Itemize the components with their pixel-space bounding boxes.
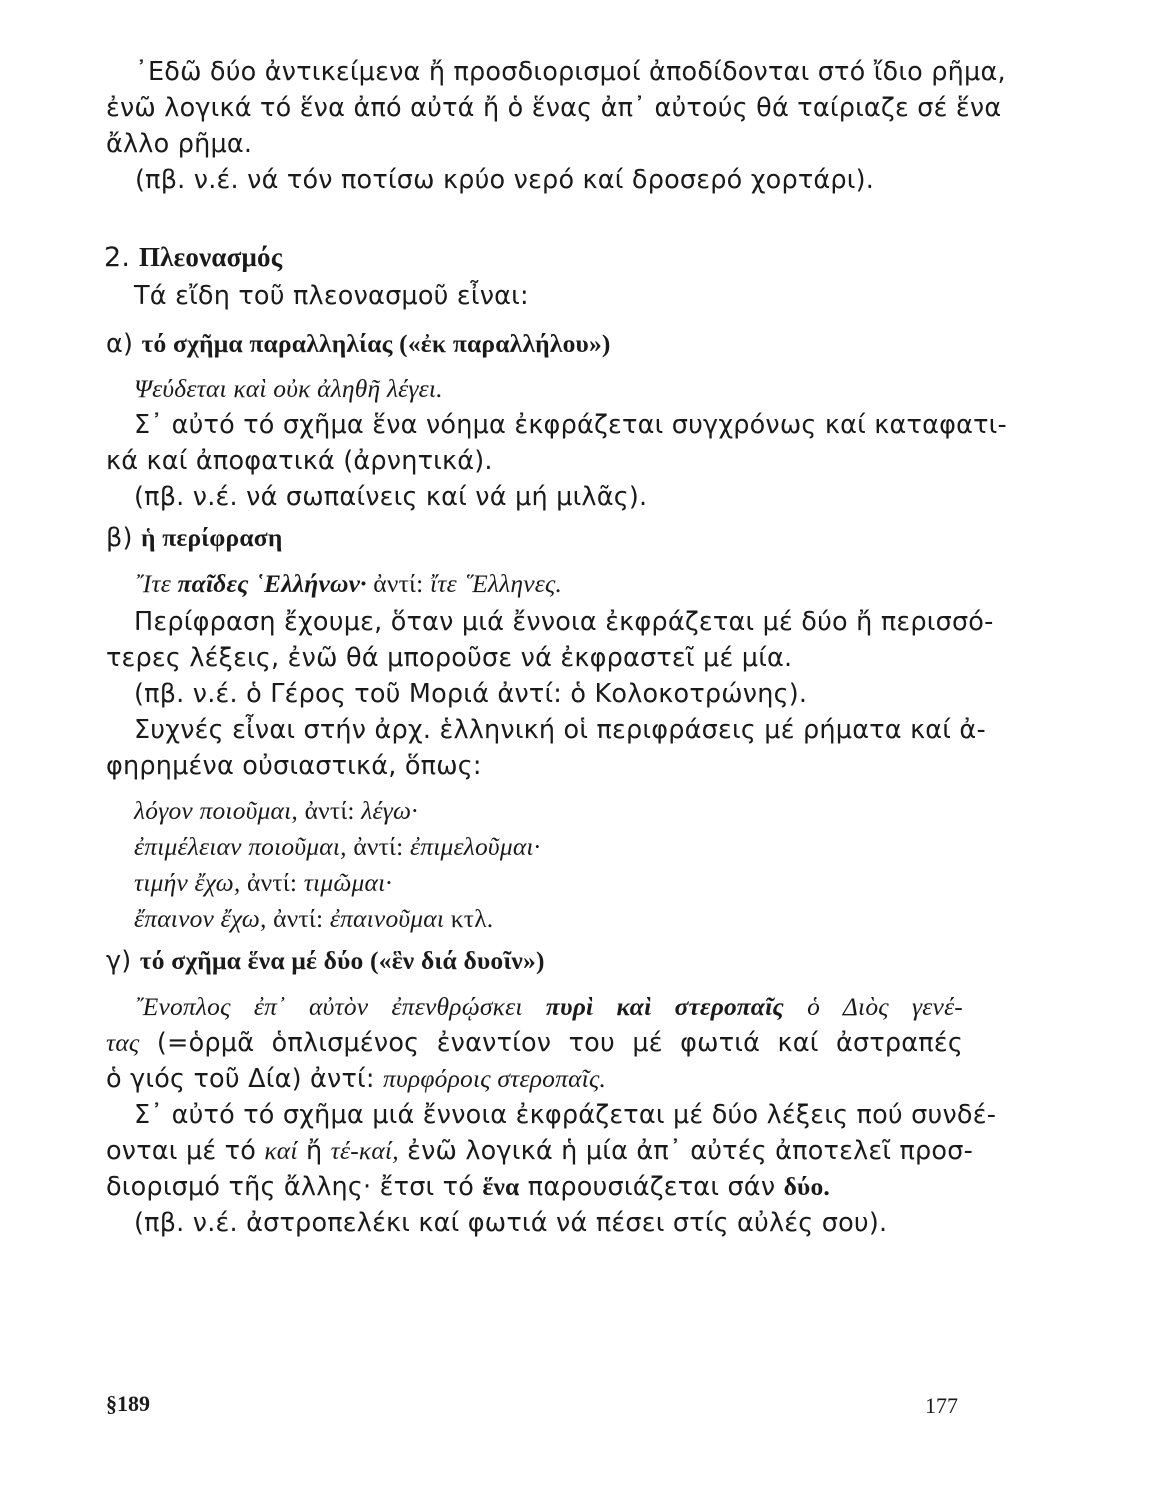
subsection-heading-b (106, 521, 283, 555)
paragraph-text: ονται μέ τό (106, 1136, 257, 1166)
example-emphasis: παῖδες ῾Ελλήνων· (177, 569, 367, 598)
example-text: ἀντί: (373, 569, 424, 598)
example-line (134, 990, 963, 1024)
section-title: Πλεονασμός (138, 242, 283, 272)
list-verb: ἐπιμελοῦμαι· (409, 832, 541, 861)
example-text: τας (106, 1028, 140, 1057)
paragraph-line: ἐνῶ λογικά τό ἕνα ἀπό αὐτά ἤ ὁ ἕνας ἀπ᾿ αὐτούς θά ταίριαζε σέ ἕνα (106, 93, 1002, 123)
list-verb: λέγω· (361, 796, 418, 825)
list-item (134, 830, 540, 864)
list-anti: ἀντί: (273, 904, 324, 933)
paragraph-line (106, 1170, 830, 1204)
subsection-heading-a (106, 327, 611, 361)
paragraph-line: (πβ. ν.έ. ἀστροπελέκι καί φωτιά νά πέσει στίς αὐλές σου). (134, 1208, 888, 1238)
subsection-title: ἡ περίφραση (140, 523, 283, 552)
example-translation: ὁ γιός τοῦ Δία) ἀντί: (106, 1064, 375, 1094)
section-number: 2. (104, 242, 131, 273)
subsection-marker: α) (106, 329, 134, 359)
page-number: 177 (925, 1393, 958, 1418)
paragraph-emphasis: ἕνα (482, 1172, 520, 1201)
paragraph-emphasis: δύο. (783, 1172, 830, 1201)
paragraph-line: τερες λέξεις, ἐνῶ θά μποροῦσε νά ἐκφραστεῖ μέ μία. (106, 643, 793, 673)
example-line (134, 567, 562, 601)
example-line: Ψεύδεται καὶ οὐκ ἀληθῆ λέγει. (134, 374, 443, 403)
example-text: ῎Ενοπλος ἐπ᾿ αὐτὸν ἐπενθρῴσκει (134, 992, 523, 1021)
paragraph-line: (πβ. ν.έ. νά τόν ποτίσω κρύο νερό καί δροσερό χορτάρι). (135, 165, 875, 195)
paragraph-line: κά καί ἀποφατικά (ἀρνητικά). (106, 446, 493, 476)
list-phrase: τιμήν ἔχω, (134, 868, 241, 897)
paragraph-line: ᾿Εδῶ δύο ἀντικείμενα ἤ προσδιορισμοί ἀποδίδονται στό ἴδιο ρῆμα, (135, 57, 1006, 87)
example-text: πυρφόροις στεροπαῖς. (383, 1064, 607, 1093)
subsection-title: τό σχῆμα παραλληλίας («ἐκ παραλλήλου») (141, 329, 611, 358)
paragraph-text: ἐνῶ λογικά ἡ μία ἀπ᾿ αὐτές ἀποτελεῖ προσ- (407, 1136, 973, 1166)
paragraph-line: Σ᾿ αὐτό τό σχῆμα ἕνα νόημα ἐκφράζεται συγχρόνως καί καταφατι- (134, 410, 1007, 440)
list-item (134, 866, 392, 900)
example-line (106, 1062, 606, 1096)
paragraph-line: Περίφραση ἔχουμε, ὅταν μιά ἔννοια ἐκφράζεται μέ δύο ἤ περισσό- (134, 607, 994, 637)
paragraph-text: ἤ (305, 1136, 323, 1166)
section-reference: §189 (106, 1391, 150, 1416)
subsection-marker: β) (106, 523, 133, 553)
paragraph-line: ἄλλο ρῆμα. (106, 129, 253, 159)
section-heading (104, 240, 282, 275)
paragraph-text: παρουσιάζεται σάν (527, 1172, 776, 1202)
subsection-title: τό σχῆμα ἕνα μέ δύο («ἓν διά δυοῖν») (139, 946, 545, 975)
paragraph-line: (πβ. ν.έ. νά σωπαίνεις καί νά μή μιλᾶς). (134, 482, 648, 512)
list-item (134, 794, 418, 828)
list-phrase: λόγον ποιοῦμαι, (134, 796, 298, 825)
example-text: ῎Ιτε (134, 569, 171, 598)
example-emphasis: πυρὶ καὶ στεροπαῖς (545, 992, 784, 1021)
paragraph-line: φηρημένα οὐσιαστικά, ὅπως: (106, 751, 482, 781)
list-item (134, 902, 493, 936)
subsection-heading-c (106, 944, 545, 978)
list-phrase: ἔπαινον ἔχω, (134, 904, 267, 933)
section-intro: Τά εἴδη τοῦ πλεονασμοῦ εἶναι: (134, 281, 529, 311)
example-text: ὁ Διὸς γενέ- (807, 992, 964, 1021)
example-translation: (=ὁρμᾶ ὁπλισμένος ἐναντίον του μέ φωτιά καί ἀστραπές (156, 1028, 964, 1058)
list-anti: ἀντί: (353, 832, 404, 861)
paragraph-emphasis: τέ-καί, (330, 1136, 399, 1165)
list-tail: κτλ. (450, 904, 494, 933)
list-verb: τιμῶμαι· (303, 868, 392, 897)
example-text: ἴτε ῞Ελληνες. (429, 569, 563, 598)
paragraph-line: Σ᾿ αὐτό τό σχῆμα μιά ἔννοια ἐκφράζεται μέ δύο λέξεις πού συνδέ- (134, 1100, 997, 1130)
list-phrase: ἐπιμέλειαν ποιοῦμαι, (134, 832, 347, 861)
paragraph-line (106, 1134, 973, 1168)
example-line (106, 1026, 963, 1060)
subsection-marker: γ) (106, 946, 132, 976)
list-verb: ἐπαινοῦμαι (329, 904, 445, 933)
paragraph-text: διορισμό τῆς ἄλλης· ἔτσι τό (106, 1172, 475, 1202)
paragraph-emphasis: καί (264, 1136, 298, 1165)
list-anti: ἀντί: (247, 868, 298, 897)
paragraph-line: (πβ. ν.έ. ὁ Γέρος τοῦ Μοριά ἀντί: ὁ Κολοκοτρώνης). (134, 679, 808, 709)
list-anti: ἀντί: (304, 796, 355, 825)
paragraph-line: Συχνές εἶναι στήν ἀρχ. ἑλληνική οἱ περιφράσεις μέ ρήματα καί ἀ- (134, 715, 986, 745)
